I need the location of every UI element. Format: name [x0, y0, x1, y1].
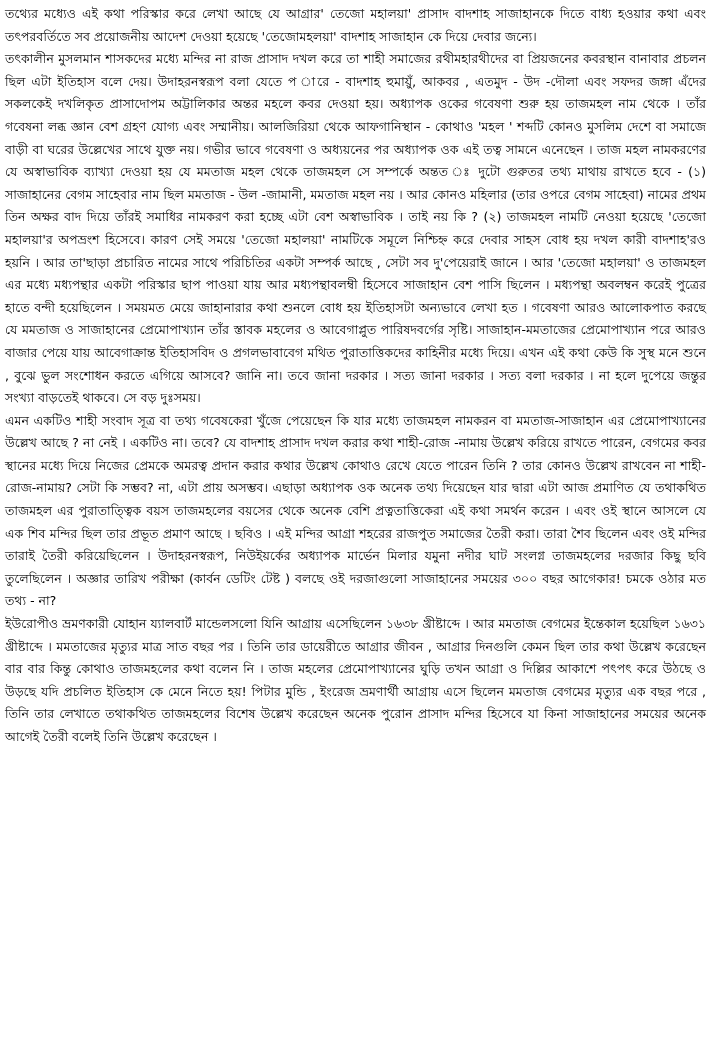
paragraph-3: এমন একটিও শাহী সংবাদ সূত্র বা তথ্য গবেষকেরা খুঁজে পেয়েছেন কি যার মধ্যে তাজমহল নামকরন বা মমতাজ-সাজাহান এর প্রেমোপাখ্যানের উল্লেখ আছে ? না নেই । একটিও না। তবে? যে বাদশাহ প্রাসাদ দখল করার কথা শাহী-রোজ -নামায় উল্লেখ করিয়ে রাখতে পারেন, বেগমের কবর স্থানের মধ্যে দিয়ে নিজের প্রেমকে অমরত্ব প্রদান করার কথার উল্লেখ কোথাও রেখে যেতে পারেন তিনি ? তার কোনও উল্লেখ রাখবেন না শাহী-রোজ-নামায়? সেটা কি সম্ভব? না, এটা প্রায় অসম্ভব। এছাড়া অধ্যাপক ওক অনেক তথ্য দিয়েছেন যার দ্বারা এটা আজ প্রমাণিত যে তথাকথিত তাজমহল এর পুরাতাত্ত্বিক বয়স তাজমহলের বয়সের থেকে অনেক বেশি প্রত্নতাত্তিকেরা এই কথা সমর্থন করেন । এবং ওই স্থানে আসলে যে এক শিব মন্দির ছিল তার প্রভূত প্রমাণ আছে । ছবিও । এই মন্দির আগ্রা শহরের রাজপুত সমাজের তৈরী করা। তারা শৈব ছিলেন এবং ওই মন্দির তারাই তৈরী করিয়েছিলেন । উদাহরনস্বরূপ, নিউইয়র্কের অধ্যাপক মার্ভেন মিলার যমুনা নদীর ঘাট সংলগ্ন তাজমহলের দরজার কিছু ছবি তুলেছিলেন । অজ্ঞার তারিখ পরীক্ষা (কার্বন ডেটিং টেষ্ট ) বলছে ওই দরজাগুলো সাজাহানের সময়ের ৩০০ বছর আগেকার! চমকে ওঠার মত তথ্য - না?: [5, 412, 706, 609]
paragraph-2: তৎকালীন মুসলমান শাসকদের মধ্যে মন্দির না রাজ প্রাসাদ দখল করে তা শাহী সমাজের রথীমহারথীদের বা প্রিয়জনের কবরস্থান বানাবার প্রচলন ছিল এটা ইতিহাস বলে দেয়। উদাহরনস্বরূপ বলা যেতে প ারে - বাদশাহ হুমায়ুঁ, আকবর , এতমুদ - উদ -দৌলা এবং সফদর জঙ্গা এঁদের সকলকেই দখলিকৃত প্রাসাদোপম অট্টালিকার অন্তর মহলে কবর দেওয়া হয়। অধ্যাপক ওকের গবেষণা শুরু হয় তাজমহল নাম থেকে । তাঁর গবেষনা লব্ধ জ্ঞান বেশ গ্রহণ যোগ্য এবং সম্মানীয়। আলজিরিয়া থেকে আফগানিস্থান - কোথাও 'মহল ' শব্দটি কোনও মুসলিম দেশে বা সমাজে বাড়ী বা ঘরের উল্লেখের সাথে যুক্ত নয়। গভীর ভাবে গবেষণা ও অধ্যয়নের পর অধ্যাপক ওক এই তত্ব সামনে এনেছেন । তাজ মহল নামকরণের যে অস্বাভাবিক ব্যাখ্যা দেওয়া হয় যে মমতাজ মহল থেকে তাজমহল সে সম্পর্কে অন্তত ঃ দুটো গুরুতর তথ্য মাথায় রাখতে হবে - (১) সাজাহানের বেগম সাহেবার নাম ছিল মমতাজ - উল -জামানী, মমতাজ মহল নয় । আর কোনও মহিলার (তার ওপরে বেগম সাহেবা) নামের প্রথম তিন অক্ষর বাদ দিয়ে তাঁরই সমাধির নামকরণ করা হচ্ছে এটা বেশ অস্বাভাবিক । তাই নয় কি ? (২) তাজমহল নামটি নেওয়া হয়েছে 'তেজো মহালয়া'র অপভ্রংশ হিসেবে। কারণ সেই সময়ে 'তেজো মহালয়া' নামটিকে সমূলে নিশ্চিহ্ন করে দেবার সাহস বোধ হয় দখল কারী বাদশাহ'রও হয়নি । আর তা'ছাড়া প্রচারিত নামের সাথে পরিচিতির একটা সম্পর্ক আছে , সেটা সব দু'পেয়েরাই জানে । আর 'তেজো মহালয়া' ও তাজমহল এর মধ্যে মধ্যপন্থার একটা পরিস্কার ছাপ পাওয়া যায় আর মধ্যপন্থাবলম্বী হিসেবে সাজাহান বেশ পাসি ছিলেন । মধ্যপন্থা অবলম্বন করেই পুত্রের হাতে বন্দী হয়েছিলেন । সময়মত মেয়ে জাহানারার কথা শুনলে বোধ হয় ইতিহাসটা অন্যভাবে লেখা হত । গবেষণা আরও আলোকপাত করছে যে মমতাজ ও সাজাহানের প্রেমোপাখ্যান তাঁর স্তাবক মহলের ও আবেগাপ্লুত পারিষদবর্গের সৃষ্টি। সাজাহান-মমতাজের প্রেমোপাখ্যান পরে আরও বাজার পেয়ে যায় আবেগাক্রান্ত ইতিহাসবিদ ও প্রগলভাবাবেগ মথিত পুরাতাত্তিকদের কাহিনীর মধ্যে দিয়ে। এখন এই কথা কেউ কি সুস্থ মনে শুনে , বুঝে ভুল সংশোধন করতে এগিয়ে আসবে? জানি না। তবে জানা দরকার । সত্য জানা দরকার । সত্য বলা দরকার । না হলে দুপেয়ে জন্তুর সংখ্যা বাড়তেই থাকবে। সে বড় দুঃসময়।: [5, 51, 706, 406]
paragraph-4: ইউরোপীও ভ্রমণকারী যোহান য্যালবার্ট মান্ডেলসলো যিনি আগ্রায় এসেছিলেন ১৬৩৮ খ্রীষ্টাব্দে । আর মমতাজ বেগমের ইন্তেকাল হয়েছিল ১৬৩১ খ্রীষ্টাব্দে । মমতাজের মৃত্যুর মাত্র সাত বছর পর । তিনি তার ডায়েরীতে আগ্রার জীবন , আগ্রার দিনগুলি কেমন ছিল তার কথা উল্লেখ করেছেন বার বার কিন্তু কোথাও তাজমহলের কথা বলেন নি । তাজ মহলের প্রেমোপাখ্যানের ঘুড়ি তখন আগ্রা ও দিল্লির আকাশে পৎপৎ করে উঠছে ও উড়ছে যদি প্রচলিত ইতিহাস কে মেনে নিতে হয়! পিটার মুন্ডি , ইংরেজ ভ্রমণার্থী আগ্রায় এসে ছিলেন মমতাজ বেগমের মৃত্যুর এক বছর পরে , তিনি তার লেখাতে তথাকথিত তাজমহলের বিশেষ উল্লেখ করেছেন অনেক পুরোন প্রাসাদ মন্দির হিসেবে যা কিনা সাজাহানের সময়ের অনেক আগেই তৈরী বলেই তিনি উল্লেখ করেছেন ।: [5, 616, 706, 744]
paragraph-1: তথ্যের মধ্যেও এই কথা পরিস্কার করে লেখা আছে যে আগ্রার' তেজো মহালয়া' প্রাসাদ বাদশাহ সাজাহানকে দিতে বাধ্য হওয়ার কথা এবং তৎপরবর্তিতে সব প্রয়োজনীয় আদেশ দেওয়া হয়েছে 'তেজোমহলয়া' বাদশাহ সাজাহান কে দিয়ে দেবার জন্যে।: [5, 6, 706, 44]
